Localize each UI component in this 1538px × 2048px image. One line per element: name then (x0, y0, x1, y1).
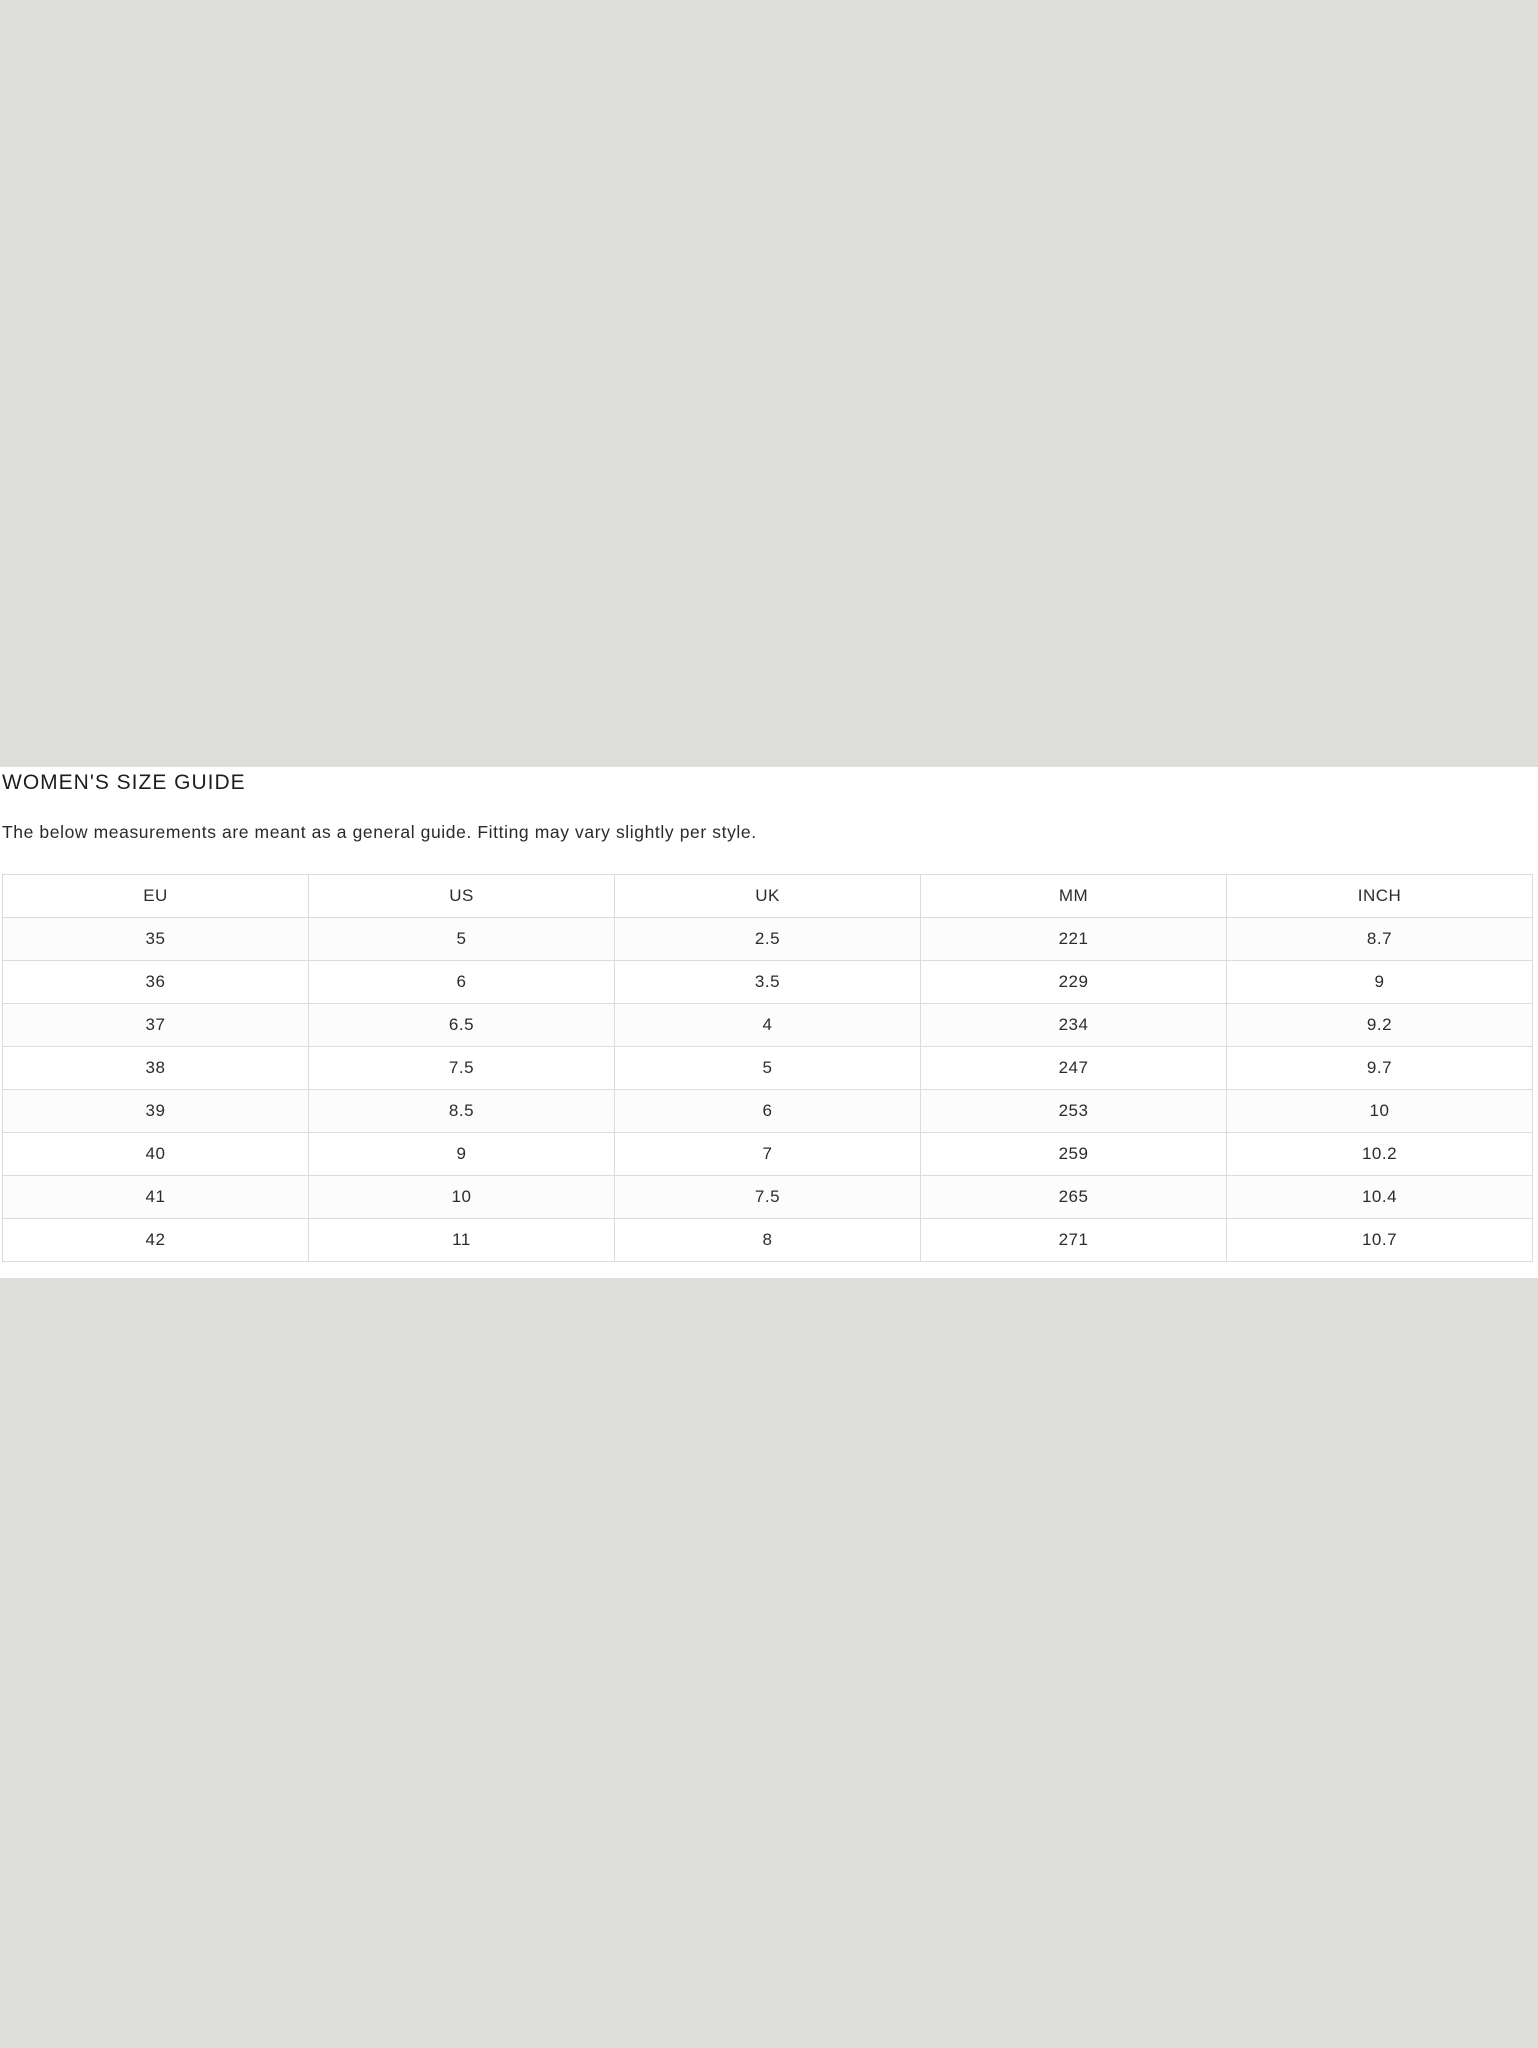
cell-mm: 229 (921, 961, 1227, 1004)
cell-uk: 5 (615, 1047, 921, 1090)
cell-inch: 10.7 (1227, 1219, 1533, 1262)
cell-uk: 7.5 (615, 1176, 921, 1219)
table-row (3, 1219, 1533, 1262)
size-table (2, 874, 1533, 1262)
cell-mm: 271 (921, 1219, 1227, 1262)
cell-eu: 38 (3, 1047, 309, 1090)
guide-description: The below measurements are meant as a general guide. Fitting may vary slightly per style. (2, 822, 757, 842)
cell-inch: 10.2 (1227, 1133, 1533, 1176)
cell-eu: 35 (3, 918, 309, 961)
cell-mm: 253 (921, 1090, 1227, 1133)
cell-us: 7.5 (309, 1047, 615, 1090)
table-row (3, 1090, 1533, 1133)
table-row (3, 1047, 1533, 1090)
cell-uk: 3.5 (615, 961, 921, 1004)
cell-uk: 2.5 (615, 918, 921, 961)
cell-eu: 42 (3, 1219, 309, 1262)
cell-mm: 221 (921, 918, 1227, 961)
cell-inch: 9.2 (1227, 1004, 1533, 1047)
cell-mm: 265 (921, 1176, 1227, 1219)
column-header-eu: EU (3, 875, 309, 918)
cell-uk: 6 (615, 1090, 921, 1133)
cell-inch: 10 (1227, 1090, 1533, 1133)
column-header-us: US (309, 875, 615, 918)
cell-us: 5 (309, 918, 615, 961)
column-header-inch: INCH (1227, 875, 1533, 918)
cell-eu: 36 (3, 961, 309, 1004)
cell-inch: 9 (1227, 961, 1533, 1004)
cell-us: 6 (309, 961, 615, 1004)
cell-eu: 40 (3, 1133, 309, 1176)
cell-eu: 39 (3, 1090, 309, 1133)
page-title: WOMEN'S SIZE GUIDE (2, 771, 246, 794)
cell-inch: 8.7 (1227, 918, 1533, 961)
table-row (3, 961, 1533, 1004)
table-row (3, 1133, 1533, 1176)
table-row (3, 1004, 1533, 1047)
column-header-uk: UK (615, 875, 921, 918)
cell-eu: 37 (3, 1004, 309, 1047)
table-header-row (3, 875, 1533, 918)
cell-eu: 41 (3, 1176, 309, 1219)
cell-us: 6.5 (309, 1004, 615, 1047)
table-row (3, 918, 1533, 961)
cell-mm: 234 (921, 1004, 1227, 1047)
cell-inch: 9.7 (1227, 1047, 1533, 1090)
cell-mm: 259 (921, 1133, 1227, 1176)
cell-uk: 4 (615, 1004, 921, 1047)
column-header-mm: MM (921, 875, 1227, 918)
cell-inch: 10.4 (1227, 1176, 1533, 1219)
cell-us: 11 (309, 1219, 615, 1262)
cell-uk: 7 (615, 1133, 921, 1176)
table-row (3, 1176, 1533, 1219)
cell-uk: 8 (615, 1219, 921, 1262)
cell-mm: 247 (921, 1047, 1227, 1090)
cell-us: 9 (309, 1133, 615, 1176)
cell-us: 10 (309, 1176, 615, 1219)
cell-us: 8.5 (309, 1090, 615, 1133)
